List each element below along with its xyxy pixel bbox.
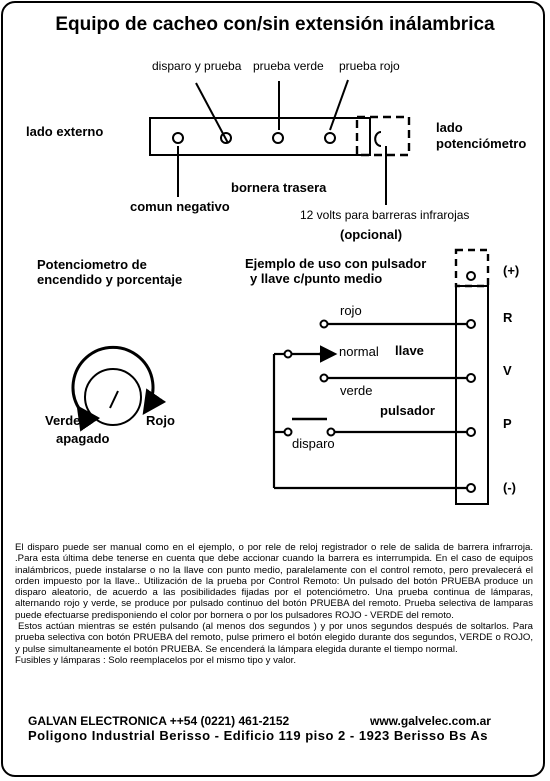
terminal-label-minus: (-) — [503, 480, 516, 495]
wire-label-disparo: disparo — [292, 436, 335, 451]
terminal-12v — [375, 132, 381, 146]
example-heading-1: Ejemplo de uso con pulsador — [245, 256, 427, 271]
label-verde: Verde — [45, 413, 81, 428]
description-paragraph-1: El disparo puede ser manual como en el ejemplo, o por rele de reloj registrador o rele de salida de barrera infrarroja. .Para esta última debe tenerse en cuenta que debe accionar cuando la barrera es interrumpida. En el caso de equipos inalámbricos, puede instalarse o no la llave con punto medio, paralelamente con el control remoto, pero prevalecerá el orden impuesto por la llave.. Utilización de la prueba por Control Remoto: Un pulsado del botón PRUEBA produce un disparo aleatorio, de acuerdo a las posibilidades fijadas por el potenciómetro. Una prueba continua de lámparas, alternando rojo y verde, se produce por pulsado continuo del botón PRUEBA del remoto. Prueba selectiva de lamparas puede efectuarse predisponiendo el color por bornera o por los pulsadores ROJO - VERDE del remoto. — [15, 542, 533, 621]
example-heading-2: y llave c/punto medio — [250, 271, 383, 286]
terminal-label-r: R — [503, 310, 513, 325]
label-lado-potenciometro-1: lado — [436, 120, 463, 135]
label-lado-externo: lado externo — [26, 124, 104, 139]
description-paragraph-2: Estos actúan mientras se estén pulsando (al menos dos segundos ) y por unos segundos después de soltarlos. Para prueba selectiva con botón PRUEBA del remoto, pulse primero el botón elegido durante dos segundos, VERDE o ROJO, y pulse simultaneamente el botón PRUEBA. Se encenderá la lámpara elegida durante el tiempo normal. — [15, 621, 533, 655]
label-prueba-verde: prueba verde — [253, 59, 324, 73]
terminal-prueba-rojo — [325, 133, 335, 143]
label-disparo-prueba: disparo y prueba — [152, 59, 242, 73]
footer-website[interactable]: www.galvelec.com.ar — [370, 714, 491, 728]
label-llave: llave — [395, 343, 424, 358]
strip-terminal-minus — [467, 484, 475, 492]
label-12-volts: 12 volts para barreras infrarojas — [300, 208, 470, 222]
potentiometer-knob — [73, 347, 153, 425]
terminal-label-v: V — [503, 363, 512, 378]
strip-terminal-v — [467, 374, 475, 382]
potentiometer-heading-2: encendido y porcentaje — [37, 272, 183, 287]
label-bornera-trasera: bornera trasera — [231, 180, 327, 195]
label-prueba-rojo: prueba rojo — [339, 59, 400, 73]
description-paragraph-3: Fusibles y lámparas : Solo reemplacelos por el mismo tipo y valor. — [15, 654, 296, 666]
terminal-label-plus: (+) — [503, 263, 520, 278]
terminal-label-p: P — [503, 416, 512, 431]
page-title: Equipo de cacheo con/sin extensión inálambrica — [55, 14, 495, 35]
wire-label-verde: verde — [340, 383, 373, 398]
terminal-comun-negativo — [173, 133, 183, 143]
terminal-prueba-verde — [273, 133, 283, 143]
label-pulsador: pulsador — [380, 403, 435, 418]
wire-label-rojo: rojo — [340, 303, 362, 318]
footer-company-phone: GALVAN ELECTRONICA ++54 (0221) 461-2152 — [28, 714, 290, 728]
strip-terminal-r — [467, 320, 475, 328]
label-comun-negativo: comun negativo — [130, 199, 230, 214]
label-lado-potenciometro-2: potenciómetro — [436, 136, 527, 151]
optional-terminal-box — [357, 117, 409, 155]
wire-label-normal: normal — [339, 344, 379, 359]
label-rojo: Rojo — [146, 413, 175, 428]
strip-terminal-p — [467, 428, 475, 436]
label-opcional: (opcional) — [340, 227, 403, 242]
terminal-strip — [456, 286, 488, 504]
label-apagado: apagado — [56, 431, 110, 446]
potentiometer-heading-1: Potenciometro de — [37, 257, 147, 272]
footer-address: Poligono Industrial Berisso - Edificio 119 piso 2 - 1923 Berisso Bs As — [28, 728, 489, 743]
description-text — [15, 542, 533, 666]
